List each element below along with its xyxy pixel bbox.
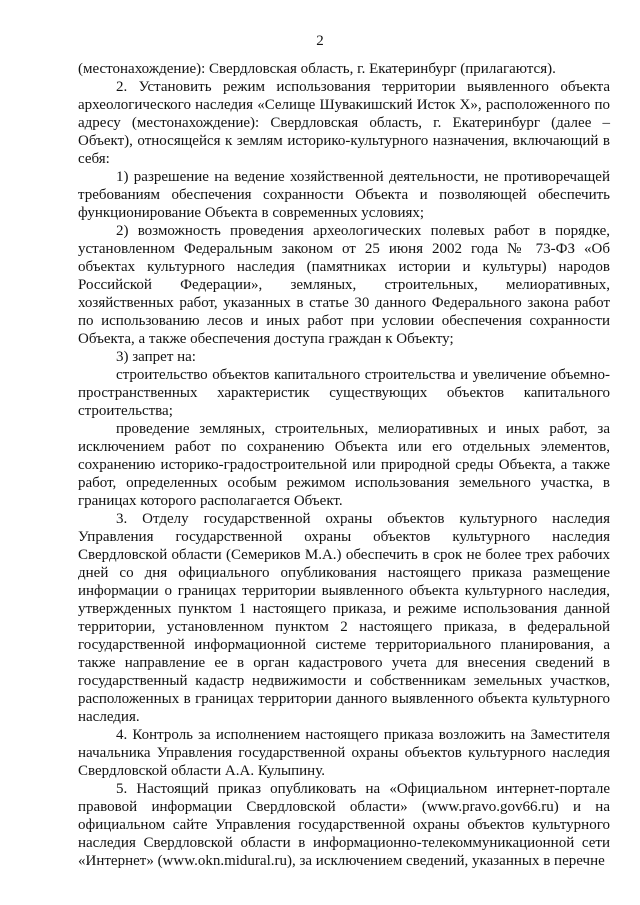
paragraph-item-5-publication: 5. Настоящий приказ опубликовать на «Официальном интернет-портале правовой информации Свердловской области» (www.pravo.gov66.ru) и на официальном сайте Управления государственной охраны объектов культурного наследия Свердловской области в информационно-телекоммуникационной сети «Интернет» (www.okn.midural.ru), за исключением сведений, указанных в перечне (78, 781, 610, 869)
paragraph-item-4-control: 4. Контроль за исполнением настоящего приказа возложить на Заместителя начальника Управления государственной охраны объектов культурного наследия Свердловской области А.А. Кулыпину. (78, 727, 610, 779)
document-body (78, 60, 610, 870)
paragraph-prohibition-construction: строительство объектов капитального строительства и увеличение объемно-пространственных характеристик существующих объектов капитального строительства; (78, 367, 610, 419)
paragraph-subitem-3-prohibition: 3) запрет на: (116, 349, 196, 365)
paragraph-subitem-2-possibility: 2) возможность проведения археологических полевых работ в порядке, установленном Федеральным законом от 25 июня 2002 года № 73-ФЗ «Об объектах культурного наследия (памятниках истории и культуры) народов Российской Федерации», земляных, строительных, мелиоративных, хозяйственных работ, указанных в статье 30 данного Федерального закона работ по использованию лесов и иных работ при условии обеспечения сохранности Объекта, а также обеспечения доступа граждан к Объекту; (78, 223, 610, 347)
page-number: 2 (316, 33, 324, 49)
paragraph-prohibition-works: проведение земляных, строительных, мелиоративных и иных работ, за исключением работ по сохранению Объекта или его отдельных элементов, сохранению историко-градостроительной или природной среды Объекта, а также работ, определенных особым режимом использования земельного участка, в границах которого располагается Объект. (78, 421, 610, 509)
paragraph-location-continuation: (местонахождение): Свердловская область, г. Екатеринбург (прилагаются). (78, 61, 556, 77)
paragraph-subitem-1-permission: 1) разрешение на ведение хозяйственной деятельности, не противоречащей требованиям обеспечения сохранности Объекта и позволяющей обеспечить функционирование Объекта в современных условиях; (78, 169, 610, 221)
paragraph-item-3-department: 3. Отделу государственной охраны объектов культурного наследия Управления государственной охраны объектов культурного наследия Свердловской области (Семериков М.А.) обеспечить в срок не более трех рабочих дней со дня официального опубликования настоящего приказа размещение информации о границах территории выявленного объекта культурного наследия, утвержденных пунктом 1 настоящего приказа, и режиме использования данной территории, установленном пунктом 2 настоящего приказа, в федеральной государственной информационной системе территориального планирования, а также направление ее в орган кадастрового учета для внесения сведений в государственный кадастр недвижимости и собственникам земельных участков, расположенных в границах территории данного выявленного объекта культурного наследия. (78, 511, 610, 725)
paragraph-item-2-regime: 2. Установить режим использования территории выявленного объекта археологического наследия «Селище Шувакишский Исток Х», расположенного по адресу (местонахождение): Свердловская область, г. Екатеринбург (далее – Объект), относящейся к землям историко-культурного назначения, включающий в себя: (78, 79, 610, 167)
